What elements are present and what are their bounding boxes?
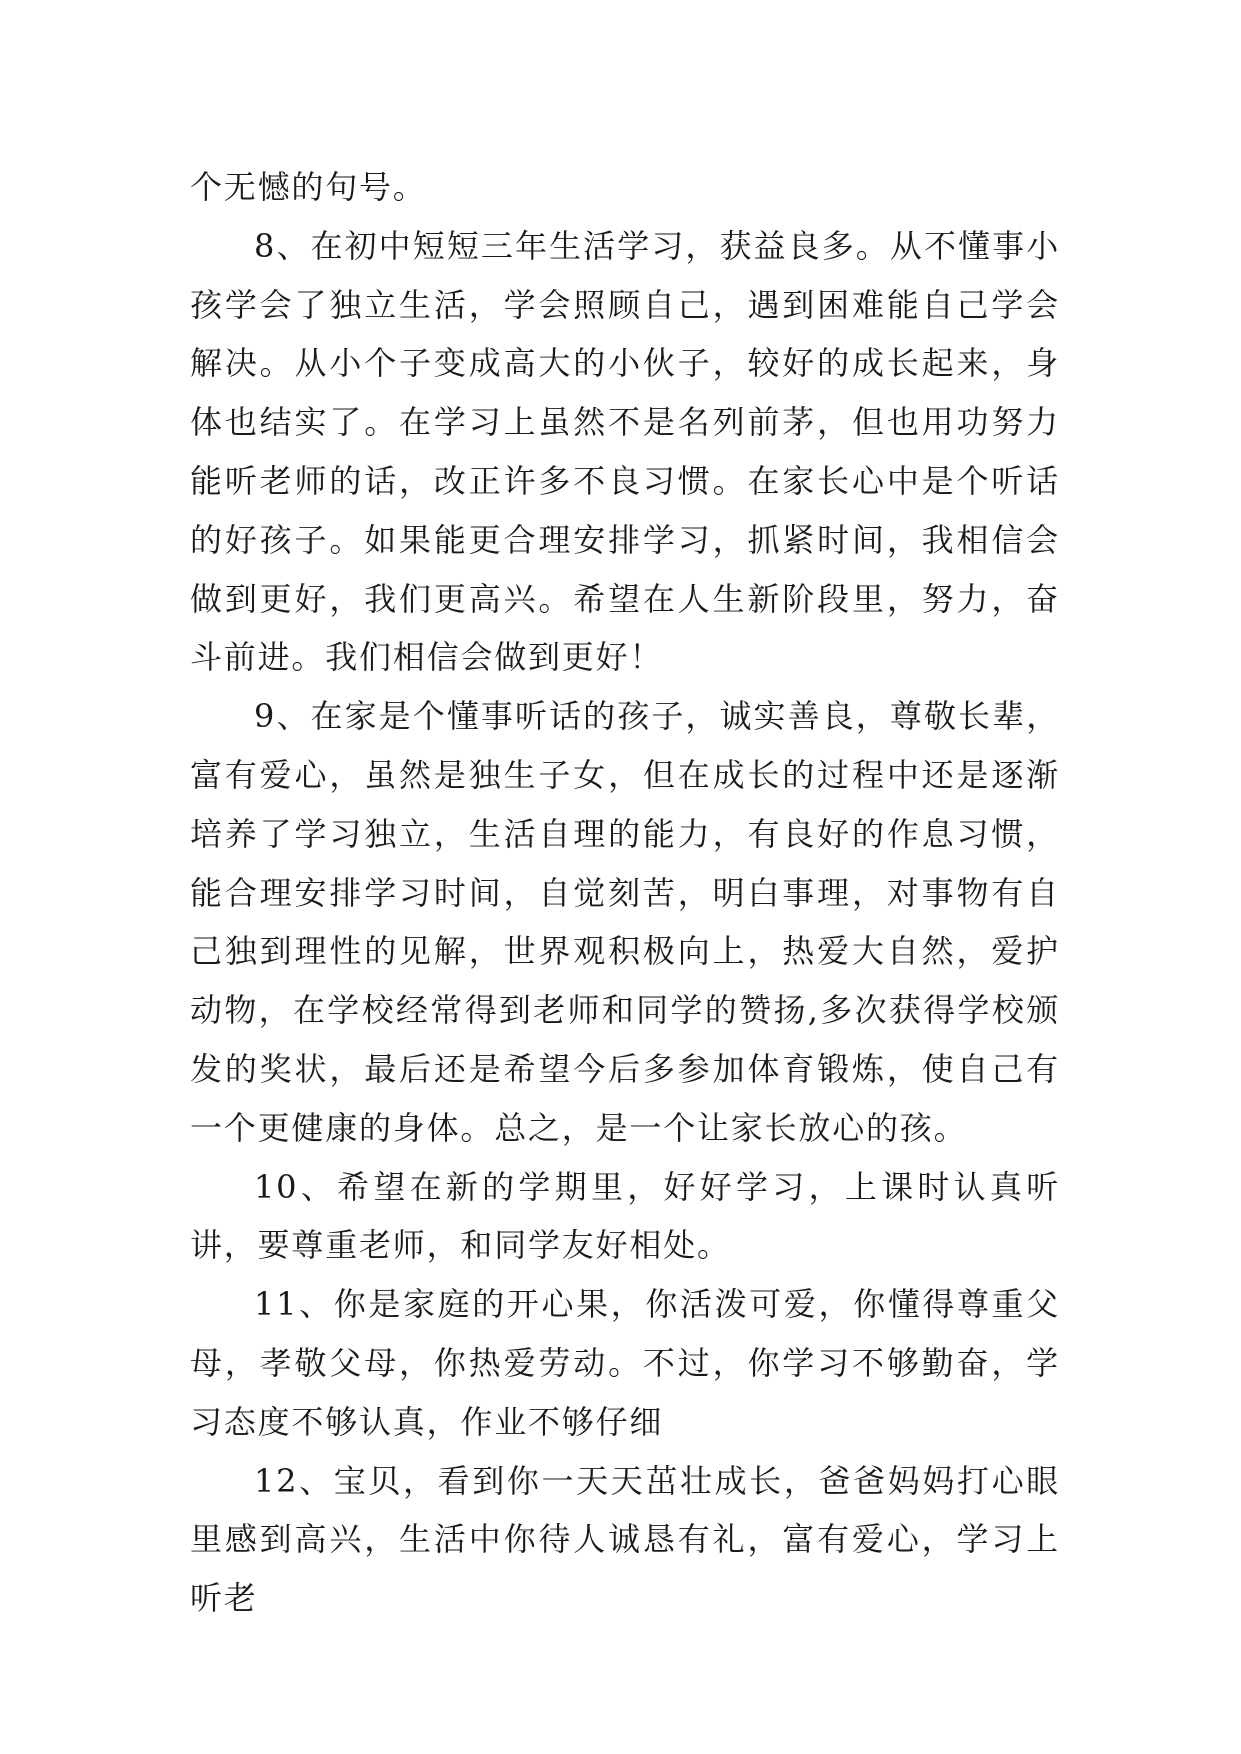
paragraph-8: 8、在初中短短三年生活学习，获益良多。从不懂事小孩学会了独立生活，学会照顾自己，遇到困难能自己学会解决。从小个子变成高大的小伙子，较好的成长起来，身体也结实了。在学习上虽然不是名列前茅，但也用功努力能听老师的话，改正许多不良习惯。在家长心中是个听话的好孩子。如果能更合理安排学习，抓紧时间，我相信会做到更好，我们更高兴。希望在人生新阶段里，努力，奋斗前进。我们相信会做到更好！ [190,226,1060,677]
paragraph-11: 11、你是家庭的开心果，你活泼可爱，你懂得尊重父母，孝敬父母，你热爱劳动。不过，你学习不够勤奋，学习态度不够认真，作业不够仔细 [190,1285,1060,1441]
document-body [190,158,1060,1628]
paragraph-continued: 个无憾的句号。 [190,168,427,206]
paragraph-12: 12、宝贝，看到你一天天茁壮成长，爸爸妈妈打心眼里感到高兴，生活中你待人诚恳有礼，富有爱心，学习上听老 [190,1461,1060,1618]
paragraph-9: 9、在家是个懂事听话的孩子，诚实善良，尊敬长辈，富有爱心，虽然是独生子女，但在成长的过程中还是逐渐培养了学习独立，生活自理的能力，有良好的作息习惯，能合理安排学习时间，自觉刻苦，明白事理，对事物有自己独到理性的见解，世界观积极向上，热爱大自然，爱护动物，在学校经常得到老师和同学的赞扬,多次获得学校颁发的奖状，最后还是希望今后多参加体育锻炼，使自己有一个更健康的身体。总之，是一个让家长放心的孩。 [190,697,1060,1147]
paragraph-10: 10、希望在新的学期里，好好学习，上课时认真听讲，要尊重老师，和同学友好相处。 [190,1167,1060,1265]
